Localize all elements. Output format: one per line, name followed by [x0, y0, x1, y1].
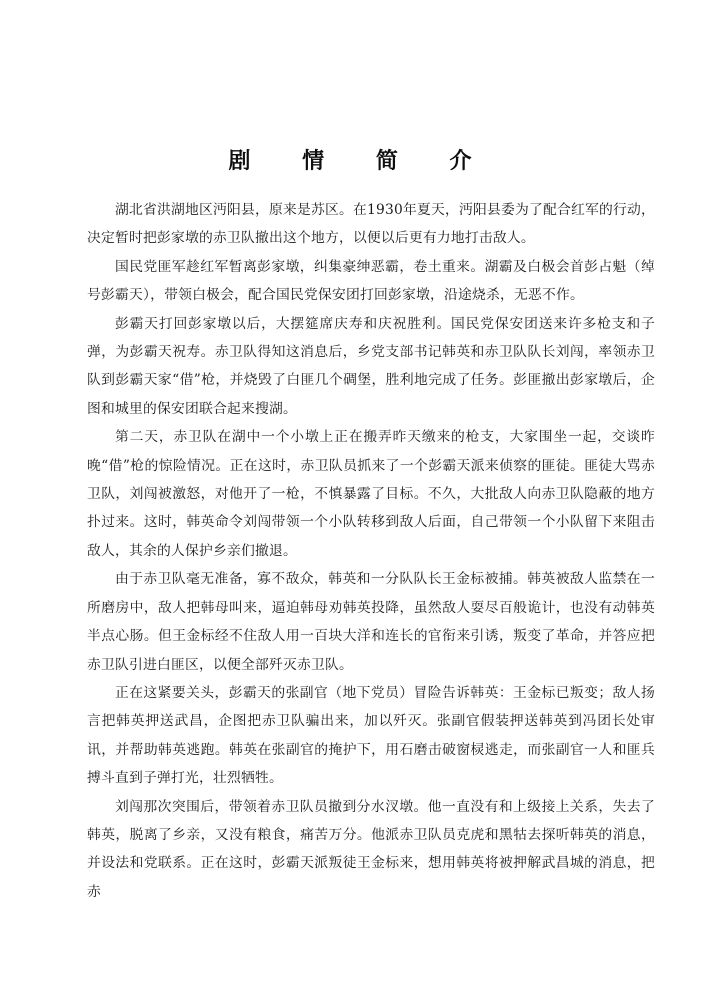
paragraph-7: 刘闯那次突围后，带领着赤卫队员撤到分水汊墩。他一直没有和上级接上关系，失去了韩英，脱离了乡亲，又没有粮食，痛苦万分。他派赤卫队员克虎和黑牯去探听韩英的消息，并设法和党联系。正在这时，彭霸天派叛徒王金标来，想用韩英将被押解武昌城的消息，把赤: [87, 798, 655, 900]
page-title: 剧 情 简 介: [228, 149, 494, 174]
paragraph-2: 国民党匪军趁红军暂离彭家墩，纠集豪绅恶霸，卷土重来。湖霸及白极会首彭占魁（绰号彭霸天），带领白极会，配合国民党保安团打回彭家墩，沿途烧杀，无恶不作。: [87, 258, 655, 304]
synopsis-body: [87, 196, 655, 906]
paragraph-4: 第二天，赤卫队在湖中一个小墩上正在搬弄昨天缴来的枪支，大家围坐一起，交谈昨晚“借”枪的惊险情况。正在这时，赤卫队员抓来了一个彭霸天派来侦察的匪徒。匪徒大骂赤卫队，刘闯被激怒，对他开了一枪，不慎暴露了目标。不久，大批敌人向赤卫队隐蔽的地方扑过来。这时，韩英命令刘闯带领一个小队转移到敌人后面，自己带领一个小队留下来阻击敌人，其余的人保护乡亲们撤退。: [87, 429, 655, 559]
paragraph-6: 正在这紧要关头，彭霸天的张副官（地下党员）冒险告诉韩英：王金标已叛变；敌人扬言把韩英押送武昌，企图把赤卫队骗出来，加以歼灭。张副官假装押送韩英到冯团长处审讯，并帮助韩英逃跑。韩英在张副官的掩护下，用石磨击破窗棂逃走，而张副官一人和匪兵搏斗直到子弹打光，壮烈牺牲。: [87, 684, 655, 787]
paragraph-5: 由于赤卫队毫无准备，寡不敌众，韩英和一分队队长王金标被捕。韩英被敌人监禁在一所磨房中，敌人把韩母叫来，逼迫韩母劝韩英投降，虽然敌人耍尽百般诡计，也没有动韩英半点心肠。但王金标经不住敌人用一百块大洋和连长的官衔来引诱，叛变了革命，并答应把赤卫队引进白匪区，以便全部歼灭赤卫队。: [87, 571, 655, 673]
paragraph-3: 彭霸天打回彭家墩以后，大摆筵席庆寿和庆祝胜利。国民党保安团送来许多枪支和子弹，为彭霸天祝寿。赤卫队得知这消息后，乡党支部书记韩英和赤卫队队长刘闯，率领赤卫队到彭霸天家“借”枪，并烧毁了白匪几个碉堡，胜利地完成了任务。彭匪撤出彭家墩后，企图和城里的保安团联合起来搜湖。: [87, 315, 655, 417]
paragraph-1: 湖北省洪湖地区沔阳县，原来是苏区。在1930年夏天，沔阳县委为了配合红军的行动，决定暂时把彭家墩的赤卫队撤出这个地方，以便以后更有力地打击敌人。: [87, 202, 655, 247]
